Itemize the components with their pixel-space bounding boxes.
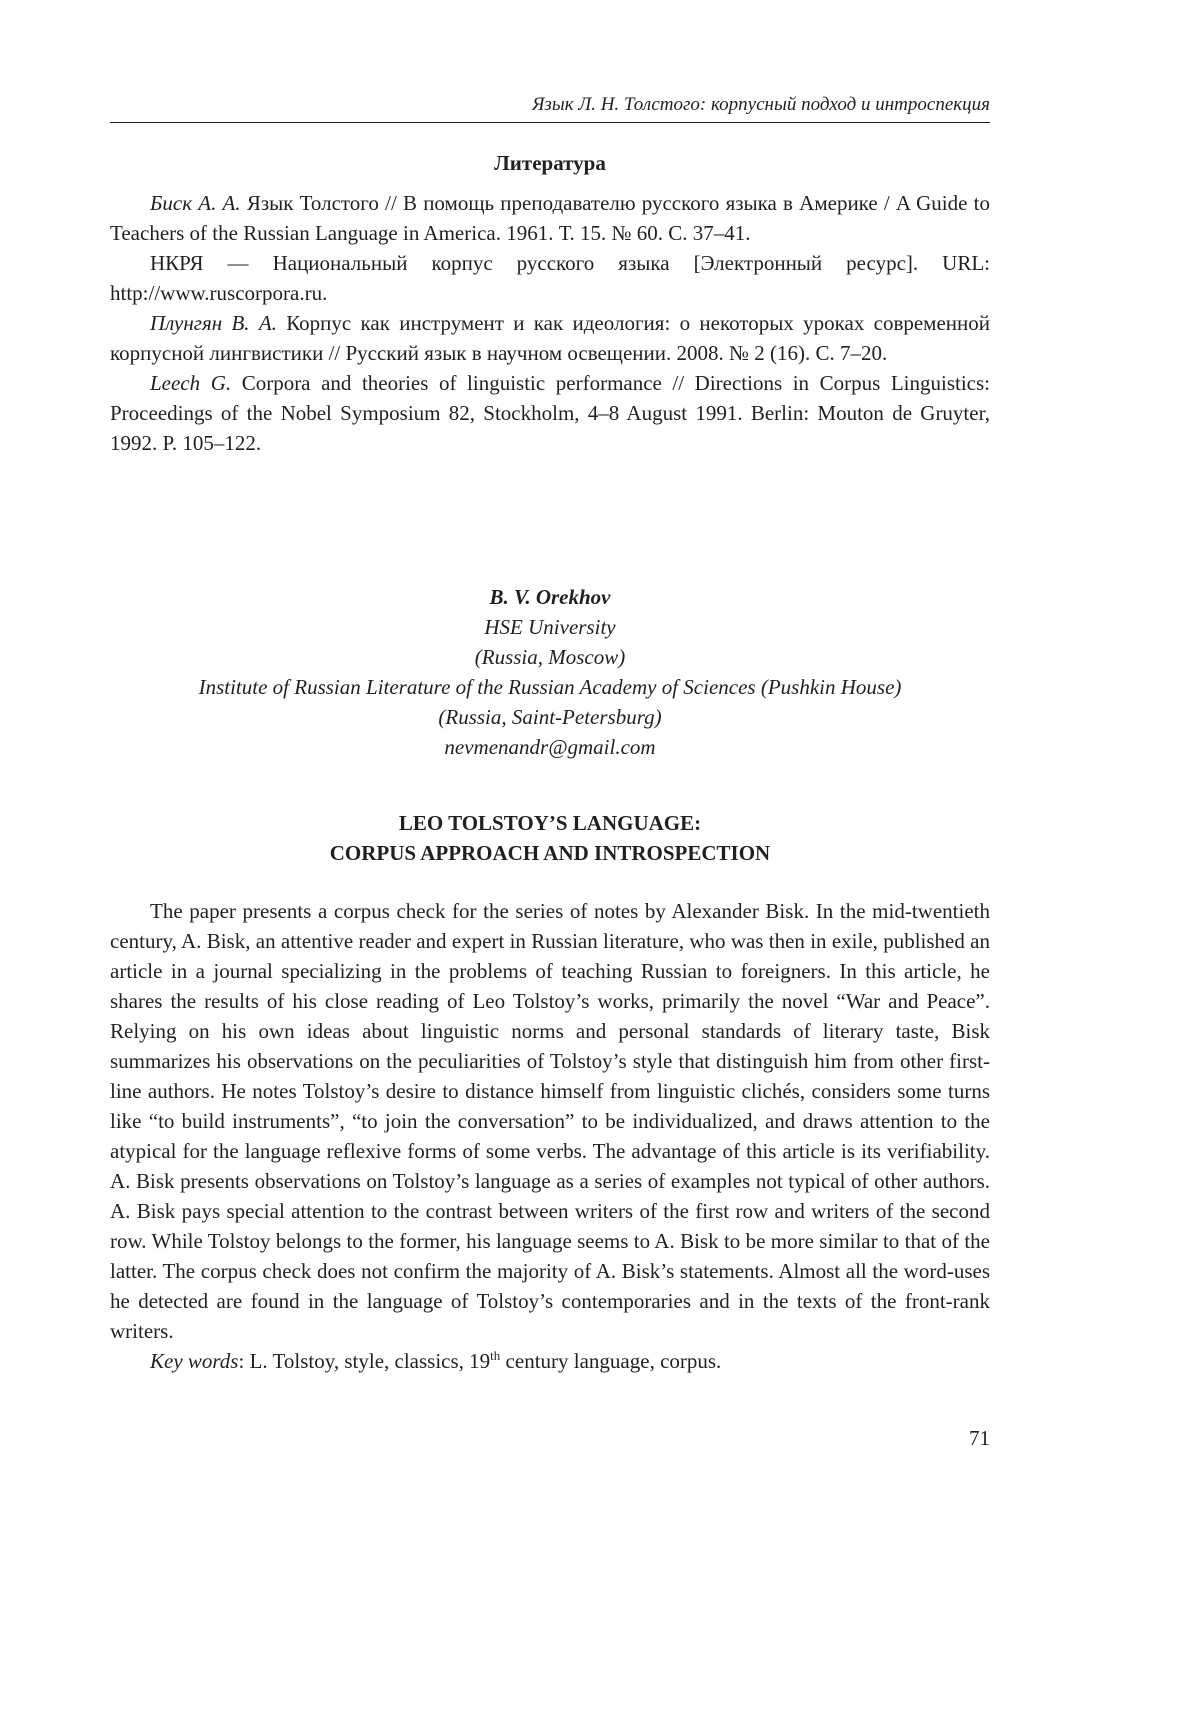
references-list (110, 188, 990, 458)
references-title: Литература (494, 151, 606, 175)
location-2: (Russia, Saint-Petersburg) (438, 705, 662, 729)
reference-text: Язык Толстого // В помощь преподавателю русского языка в Америке / A Guide to Teachers of the Russian Language in America. 1961. Т. 15. № 60. С. 37–41. (110, 191, 991, 245)
keywords-text: : L. Tolstoy, style, classics, 19 (238, 1349, 491, 1373)
location-1: (Russia, Moscow) (474, 645, 626, 669)
header-rule (110, 122, 990, 123)
reference-text: Corpora and theories of linguistic performance // Directions in Corpus Linguistics: Proceedings of the Nobel Symposium 82, Stockholm, 4–8 August 1991. Berlin: Mouton de Gruyter, 1992. P. 105–122. (110, 371, 990, 455)
affiliation-1: HSE University (484, 615, 616, 639)
author-email: nevmenandr@gmail.com (444, 735, 656, 759)
keywords (110, 1346, 990, 1376)
reference-entry (110, 368, 990, 458)
keywords-superscript: th (490, 1348, 501, 1363)
abstract-body: The paper presents a corpus check for the series of notes by Alexander Bisk. In the mid-twentieth century, A. Bisk, an attentive reader and expert in Russian literature, who was then in exile, published an article in a journal specializing in the problems of teaching Russian to foreigners. In this article, he shares the results of his close reading of Leo Tolstoy’s works, primarily the novel “War and Peace”. Relying on his own ideas about linguistic norms and personal standards of literary taste, Bisk summarizes his observations on the peculiarities of Tolstoy’s style that distinguish him from other first-line authors. He notes Tolstoy’s desire to distance himself from linguistic clichés, considers some turns like “to build instruments”, “to join the conversation” to be individualized, and draws attention to the atypical for the language reflexive forms of some verbs. The advantage of this article is its verifiability. A. Bisk presents observations on Tolstoy’s language as a series of examples not typical of other authors. A. Bisk pays special attention to the contrast between writers of the first row and writers of the second row. While Tolstoy belongs to the former, his language seems to A. Bisk to be more similar to that of the latter. The corpus check does not confirm the majority of A. Bisk’s statements. Almost all the word-uses he detected are found in the language of Tolstoy’s contemporaries and in the texts of the front-rank writers. (110, 899, 990, 1343)
abstract-title-line-2: CORPUS APPROACH AND INTROSPECTION (329, 841, 771, 865)
reference-author: Биск А. А. (150, 191, 241, 215)
author-block (110, 582, 990, 762)
reference-text: Корпус как инструмент и как идеология: о некоторых уроках современной корпусной лингвистики // Русский язык в научном освещении. 2008. № 2 (16). С. 7–20. (110, 311, 991, 365)
reference-text: НКРЯ — Национальный корпус русского языка [Электронный ресурс]. URL: http://www.ruscorpora.ru. (110, 251, 990, 305)
abstract (110, 896, 990, 1376)
reference-author: Leech G. (150, 371, 232, 395)
keywords-label: Key words (150, 1349, 239, 1373)
affiliation-2: Institute of Russian Literature of the Russian Academy of Sciences (Pushkin House) (198, 675, 902, 699)
author-name: B. V. Orekhov (489, 585, 611, 609)
reference-entry (110, 188, 990, 248)
reference-author: Плунгян В. А. (150, 311, 277, 335)
page-number: 71 (969, 1426, 990, 1450)
running-header: Язык Л. Н. Толстого: корпусный подход и интроспекция (531, 94, 990, 115)
reference-entry (110, 308, 990, 368)
abstract-title (110, 808, 990, 868)
abstract-title-line-1: LEO TOLSTOY’S LANGUAGE: (398, 811, 702, 835)
keywords-text-end: century language, corpus. (500, 1349, 722, 1373)
reference-entry (110, 248, 990, 308)
